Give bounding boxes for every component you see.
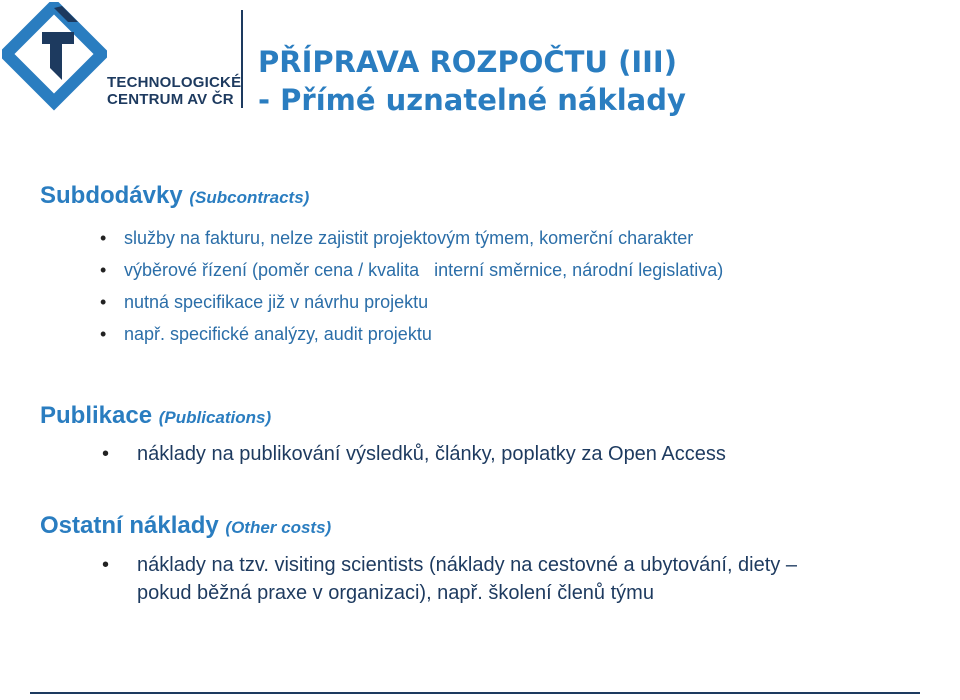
list-item-text-line1: náklady na tzv. visiting scientists (náklady na cestovné a ubytování, diety –: [137, 554, 797, 576]
bullet-icon: •: [100, 292, 107, 312]
logo-text-line2: CENTRUM AV ČR: [107, 91, 234, 108]
section-heading-publications: [40, 402, 271, 432]
list-item: [100, 318, 723, 350]
list-item: [102, 440, 726, 468]
tc-logo-mark-icon: [2, 2, 107, 120]
list-item-text: náklady na publikování výsledků, články, poplatky za Open Access: [137, 443, 726, 465]
section-heading-subcontracts: [40, 182, 309, 212]
subcontracts-list: [100, 222, 723, 350]
list-item-text: nutná specifikace již v návrhu projektu: [124, 292, 429, 312]
section-heading-text: Publikace: [40, 402, 153, 429]
section-heading-en: (Subcontracts): [189, 188, 310, 207]
section-heading-en: (Other costs): [225, 518, 332, 537]
list-item-text: např. specifické analýzy, audit projektu: [124, 324, 432, 344]
bullet-icon: •: [100, 228, 107, 248]
section-heading-text: Ostatní náklady: [40, 512, 219, 539]
footer-divider: [30, 692, 920, 694]
bullet-icon: •: [100, 324, 107, 344]
publications-list: [102, 440, 726, 468]
header-divider: [241, 10, 243, 108]
page-title-line1: PŘÍPRAVA ROZPOČTU (III): [258, 45, 677, 79]
tc-logo: [0, 0, 240, 125]
other-costs-list: [102, 551, 797, 607]
list-item-text: služby na fakturu, nelze zajistit projektovým týmem, komerční charakter: [124, 228, 694, 248]
list-item-text-line2: pokud běžná praxe v organizaci), např. školení členů týmu: [137, 582, 654, 604]
section-heading-text: Subdodávky: [40, 182, 183, 209]
list-item: [102, 551, 797, 607]
bullet-icon: •: [102, 554, 110, 576]
page-title-line2: - Přímé uznatelné náklady: [258, 83, 686, 117]
list-item-text: výběrové řízení (poměr cena / kvalita interní směrnice, národní legislativa): [124, 260, 724, 280]
list-item: [100, 222, 723, 254]
section-heading-en: (Publications): [158, 408, 272, 427]
bullet-icon: •: [100, 260, 107, 280]
bullet-icon: •: [102, 443, 110, 465]
section-heading-other-costs: [40, 512, 331, 542]
list-item: [100, 286, 723, 318]
logo-text-line1: TECHNOLOGICKÉ: [107, 74, 242, 91]
list-item: [100, 254, 723, 286]
